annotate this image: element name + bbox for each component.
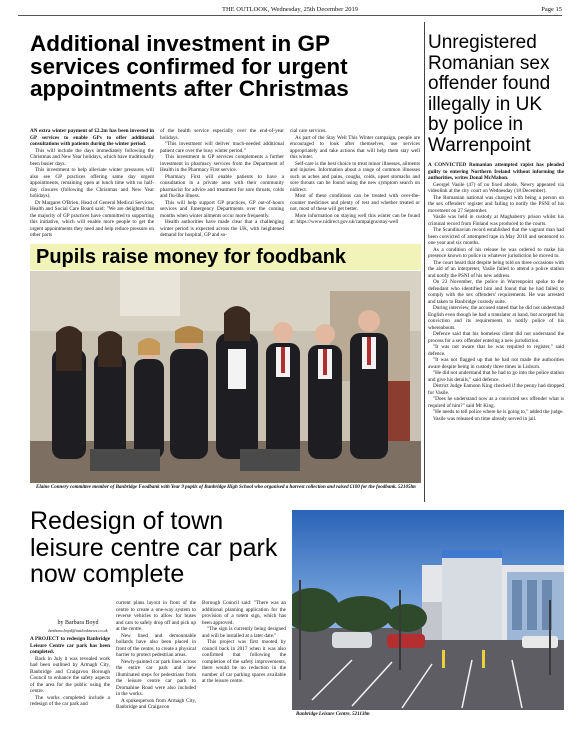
byline: by Barbara Boyd [57, 620, 99, 626]
offender-paragraph: The Romanian national was charged with being a person on the sex offenders' register and failing to notify the PSNI of his movement on 27 September. [428, 194, 564, 214]
offender-lead: A CONVICTED Romanian attempted rapist has pleaded guilty to entering Northern Ireland without informing the authorities, writes Donal McMahon. [428, 162, 564, 181]
foodbank-photo [30, 271, 421, 483]
offender-paragraph: "It was not flagged up that he had not made the authorities aware despite being in custody three times in Lisburn. [428, 357, 564, 370]
column-divider [424, 22, 425, 502]
gp-paragraph: of the health service especially over the end-of-year holidays. [160, 128, 284, 141]
gp-paragraph: This will help support GP practices, GP out-of-hours services and Emergency Departments over the coming months when winter ailments occur more frequently. [160, 199, 284, 219]
gp-col-3 [290, 128, 420, 240]
leisure-caption: Banbridge Leisure Centre. 52113lm [296, 712, 370, 717]
foodbank-caption: Elaine Connery committee member of Banbridge Foodbank with Year 9 pupils of Banbridge High School who organised a harvest collection and raised £100 for the foodbank. 52105lm [36, 485, 416, 490]
header-date: THE OUTLOOK, Wednesday, 25th December 2019 [222, 6, 358, 13]
offender-headline: Unregistered Romanian sex offender found illegally in UK by police in Warrenpoint [428, 32, 551, 156]
gp-col-2 [160, 128, 284, 240]
leisure-paragraph: This project was first mooted by council back in 2017 when it was also confirmed that following the completion of the safety improvements, there would be no reduction in the number of car parking spaces available at the leisure centre. [202, 639, 286, 684]
leisure-centre-photo [292, 510, 564, 710]
offender-paragraph: Vasile was released on time already served in jail. [433, 415, 537, 422]
gp-paragraph: "This investment will deliver much-needed additional patient care over the busy winter period." [160, 141, 284, 154]
offender-paragraph: The Scandinavian record established that the vagrant man had been convicted of attempted rape in May 2018 and sentenced to one year and six months. [428, 227, 564, 246]
offender-paragraph: Georgel Vasile (47) of no fixed abode, Newry appeared via videolink at the city court on Wednesday (18 December). [428, 181, 564, 194]
leisure-paragraph: Newly-painted car park lines across the entire car park and new illuminated steps for pedestrians from the leisure centre car park to Dromahine Road were also included in the works. [116, 658, 196, 697]
gp-paragraph: More information on staying well this winter can be found at: https://www.nidirect.gov.uk/campaigns/stay-well [290, 212, 420, 225]
author-email: barbara.boyd@outlooknews.co.uk [48, 628, 108, 633]
offender-paragraph: On 23 November, the police in Warrenpoint spoke to the defendant who identified him and found that he had failed to comply with the sex offenders' requirements. He was arrested and taken to Banbridge custody suite. [428, 279, 564, 305]
gp-paragraph: Health authorities have made clear that a challenging winter period is expected across the UK, with heightened demand for hospital, GP and so- [160, 219, 284, 238]
gp-paragraph: cial care services. [290, 128, 327, 134]
offender-paragraph: The court heard that despite being told on three occasions with the aid of an interpreter, Vasile failed to attend a police station and notify the PSNI of his new address. [428, 259, 564, 279]
leisure-paragraph: Back in July it was revealed work had been outlined by Armagh City, Banbridge and Craigavon Borough Council to enhance the safety aspects of the area for the public using the centre. [30, 655, 110, 694]
offender-paragraph: As a condition of his release he was ordered to make his presence known to police in whatever jurisdiction he moved to. [428, 246, 564, 259]
leisure-paragraph: The works completed include a redesign of the car park and [30, 694, 110, 707]
leisure-paragraph: Borough Council said: "There was an additional planning application for the provision of a totem sign, which has been approved. [202, 600, 286, 626]
leisure-paragraph: A spokesperson from Armagh City, Banbridge and Craigavon [116, 697, 196, 710]
foodbank-headline: Pupils raise money for foodbank [36, 246, 347, 268]
offender-paragraph: "It was not aware that he was required to register," said defence. [428, 344, 564, 357]
gp-lead: AN extra winter payment of £2.2m has been invested in GP services to enable GPs to offer additional consultations with patients during the winter period. [30, 128, 154, 147]
leisure-paragraph: current plans layout in front of the centre to create a one-way system to reverse vehicles to allow for buses and cars to safely drop off and pick up at the centre. [116, 600, 196, 632]
offender-paragraph: "Does he understand now as a convicted sex offender what is required of him?" said Mr King. [428, 396, 564, 409]
offender-paragraph: "He did not understand that he had to go into the police station and give his details," said defence. [428, 370, 564, 383]
gp-paragraph: Pharmacy First will enable patients to have a consultation in a private area with their community pharmacist for advice and treatment for sore throats, colds and flu-like illness. [160, 173, 284, 199]
gp-paragraph: This investment to help alleviate winter pressures will also see GP practices offering same day urgent appointments, remaining open at lunch time with no half-day closures (following the Christmas and New Year holidays). [30, 167, 154, 199]
leisure-col-1 [30, 636, 110, 730]
gp-col-1 [30, 128, 154, 240]
gp-paragraph: Most of these conditions can be treated with over-the-counter medicines and plenty of rest and whether treated or not, most of these will get better. [290, 193, 420, 212]
gp-paragraph: This will include the days immediately following the Christmas and New Year holidays, which have traditionally been busier days. [30, 147, 154, 167]
gp-paragraph: Self-care is the best choice to treat minor illnesses, ailments and injuries. Information about a range of common illnesses such as aches and pains, coughs, colds, upset stomachs and sore throats can be found using the new symptom search on nidirect. [290, 160, 420, 193]
leisure-lead: A PROJECT to redesign Banbridge Leisure Centre car park has been completed. [30, 636, 110, 655]
page-number: Page 15 [541, 6, 562, 13]
leisure-col-2 [116, 600, 196, 730]
gp-paragraph: As part of the Stay Well This Winter campaign, people are encouraged to look after themselves, use services appropriately and take actions that will help them stay well this winter. [290, 134, 420, 160]
offender-paragraph: Defence said that his homeless client did not understand the process for a sex offender entering a new jurisdiction. [428, 331, 564, 344]
page-header [18, 4, 562, 16]
gp-paragraph: This investment in GP services complements a further investment in pharmacy services from the Department of Health in the Pharmacy First service. [160, 154, 284, 173]
leisure-headline: Redesign of town leisure centre car park now complete [30, 507, 278, 588]
leisure-paragraph: "The sign is currently being designed and will be installed at a later date." [202, 626, 286, 639]
leisure-paragraph: New lined and demountable bollards have also been placed in front of the centre, to create a physical barrier to protect pedestrian areas. [116, 632, 196, 658]
leisure-col-3 [202, 600, 286, 730]
offender-paragraph: District Judge Eamonn King checked if the penny had dropped for Vasile. [428, 383, 564, 396]
offender-paragraph: "He needs to tell police where he is going to," added the judge. [433, 409, 564, 415]
offender-paragraph: Vasile was held in custody at Maghaberry prison whilst his criminal record from Finland was produced to the courts. [428, 214, 564, 227]
gp-paragraph: Dr Margaret O'Brien, Head of General Medical Services, Health and Social Care Board said: "We are delighted that the majority of GP practices have committed to supporting this initiative, which will enable more people to get the urgent appointments they need and help reduce pressure on other parts [30, 199, 154, 238]
gp-headline: Additional investment in GP services confirmed for urgent appointments after Christmas [30, 31, 349, 101]
offender-body [428, 162, 564, 502]
offender-paragraph: During interview, the accused stated that he did not understand English even though he had a translator at hand, but accepted his conviction and its requirements to notify police of his whereabouts. [428, 305, 564, 331]
foodbank-banner [30, 244, 421, 270]
